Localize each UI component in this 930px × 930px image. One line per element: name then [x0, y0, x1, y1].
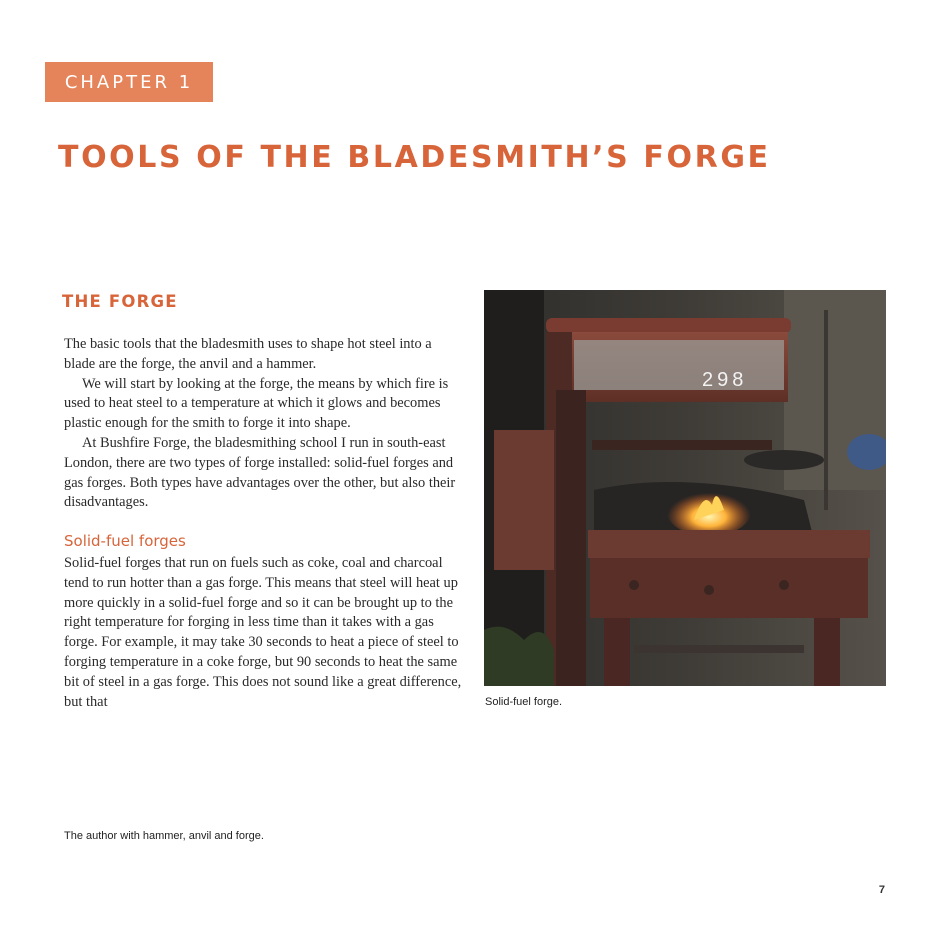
chapter-title: TOOLS OF THE BLADESMITH’S FORGE — [58, 140, 771, 175]
paragraph-2: We will start by looking at the forge, the means by which fire is used to heat steel to a temperature at which it glows and becomes plastic enough for the smith to forge it into shape. — [64, 375, 449, 432]
paragraph-4: Solid-fuel forges that run on fuels such as coke, coal and charcoal tend to run hotter than a gas forge. This means that steel will heat up more quickly in a solid-fuel forge and so it can be brought up to the right temperature for forging in less time than it takes with a gas forge. For example, it may take 30 seconds to heat a piece of steel to forging temperature in a coke forge, but 90 seconds to heat the same bit of steel in a gas forge. This does not sound like a great difference, but that — [64, 555, 462, 710]
chapter-label: CHAPTER 1 — [64, 71, 194, 93]
paragraph-1: The basic tools that the bladesmith uses to shape hot steel into a blade are the forge, the anvil and a hammer. — [64, 336, 432, 372]
solid-fuel-text — [64, 554, 464, 712]
forge-photo — [484, 290, 886, 686]
page-number: 7 — [878, 884, 885, 896]
subheading-solid-fuel: Solid-fuel forges — [64, 532, 186, 550]
paragraph-3: At Bushfire Forge, the bladesmithing school I run in south-east London, there are two types of forge installed: solid-fuel forges and gas forges. Both types have advantages over the other, but also their disadvantages. — [64, 434, 456, 511]
forge-photo-caption: Solid-fuel forge. — [485, 696, 563, 708]
section-heading: THE FORGE — [62, 292, 178, 311]
chapter-label-badge — [45, 62, 213, 102]
forge-number: 298 — [702, 369, 748, 391]
author-photo-caption: The author with hammer, anvil and forge. — [64, 830, 264, 842]
intro-text — [64, 335, 464, 513]
